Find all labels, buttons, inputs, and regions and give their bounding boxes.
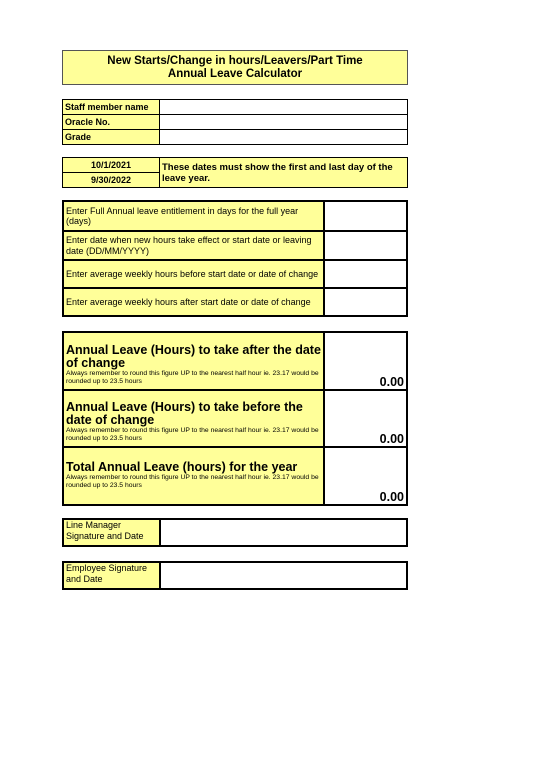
employee-signature-table xyxy=(62,561,408,590)
result-after-change-value: 0.00 xyxy=(324,332,407,390)
title-line-1: New Starts/Change in hours/Leavers/Part Time xyxy=(107,55,363,67)
result-before-change-value: 0.00 xyxy=(324,390,407,447)
oracle-no-label: Oracle No. xyxy=(63,115,160,130)
calculator-title xyxy=(62,50,408,85)
leave-year-start-date[interactable]: 10/1/2021 xyxy=(63,158,160,173)
result-after-change-cell xyxy=(63,332,324,390)
leave-year-end-date[interactable]: 9/30/2022 xyxy=(63,173,160,188)
grade-field[interactable] xyxy=(160,130,408,145)
employee-signature-field[interactable] xyxy=(160,562,407,589)
oracle-no-field[interactable] xyxy=(160,115,408,130)
manager-signature-field[interactable] xyxy=(160,519,407,546)
manager-signature-label: Line Manager Signature and Date xyxy=(63,519,160,546)
result-total-heading: Total Annual Leave (hours) for the year xyxy=(66,460,298,474)
hours-after-field[interactable] xyxy=(324,288,407,316)
result-after-change-hint: Always remember to round this figure UP to the nearest half hour ie. 23.17 would be rounded up to 23.5 hours xyxy=(66,370,319,385)
entitlement-days-label: Enter Full Annual leave entitlement in days for the full year (days) xyxy=(63,201,324,231)
staff-name-field[interactable] xyxy=(160,100,408,115)
change-date-field[interactable] xyxy=(324,231,407,260)
manager-signature-table xyxy=(62,518,408,547)
results-table xyxy=(62,331,408,506)
change-date-label: Enter date when new hours take effect or start date or leaving date (DD/MM/YYYY) xyxy=(63,231,324,260)
hours-before-field[interactable] xyxy=(324,260,407,288)
hours-before-label: Enter average weekly hours before start date or date of change xyxy=(63,260,324,288)
result-total-hint: Always remember to round this figure UP to the nearest half hour ie. 23.17 would be rounded up to 23.5 hours xyxy=(66,474,319,489)
result-after-change-heading: Annual Leave (Hours) to take after the date of change xyxy=(66,343,321,370)
grade-label: Grade xyxy=(63,130,160,145)
staff-details-table xyxy=(62,99,408,145)
result-total-value: 0.00 xyxy=(324,447,407,505)
leave-year-note: These dates must show the first and last day of the leave year. xyxy=(160,158,408,188)
result-before-change-cell xyxy=(63,390,324,447)
leave-year-table xyxy=(62,157,408,188)
entitlement-days-field[interactable] xyxy=(324,201,407,231)
employee-signature-label: Employee Signature and Date xyxy=(63,562,160,589)
result-before-change-heading: Annual Leave (Hours) to take before the date of change xyxy=(66,400,303,427)
input-questions-table xyxy=(62,200,408,317)
result-total-cell xyxy=(63,447,324,505)
staff-name-label: Staff member name xyxy=(63,100,160,115)
hours-after-label: Enter average weekly hours after start date or date of change xyxy=(63,288,324,316)
title-line-2: Annual Leave Calculator xyxy=(167,68,303,80)
result-before-change-hint: Always remember to round this figure UP to the nearest half hour ie. 23.17 would be rounded up to 23.5 hours xyxy=(66,427,319,442)
